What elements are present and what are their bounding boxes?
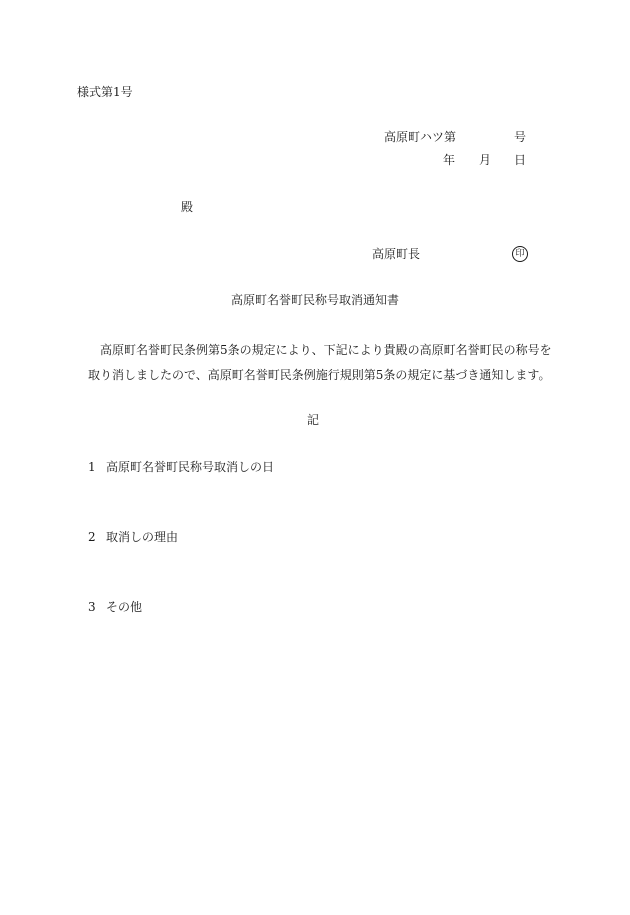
item-label: その他 [106, 600, 143, 614]
ki-heading: 記 [306, 413, 319, 427]
seal-mark: 印 [512, 246, 528, 262]
date-year: 年 [443, 153, 456, 167]
body-line-2: 取り消しましたので、高原町名誉町民条例施行規則第5条の規定に基づき通知します。 [88, 368, 551, 382]
item-number: 1 [88, 460, 96, 474]
date-day: 日 [514, 153, 527, 167]
document-title: 高原町名誉町民称号取消通知書 [230, 293, 399, 307]
recipient-honorific: 殿 [181, 200, 194, 214]
item-number: 2 [88, 530, 96, 544]
item-label: 取消しの理由 [106, 530, 179, 544]
sender-title: 高原町長 [372, 247, 421, 261]
item-number: 3 [88, 600, 96, 614]
date-month: 月 [479, 153, 492, 167]
form-number: 様式第1号 [77, 85, 133, 99]
body-line-1: 高原町名誉町民条例第5条の規定により、下記により貴殿の高原町名誉町民の称号を [100, 343, 552, 357]
item-label: 高原町名誉町民称号取消しの日 [106, 460, 275, 474]
document-number-prefix: 高原町ハツ第 [384, 130, 457, 144]
document-number-suffix: 号 [514, 130, 527, 144]
